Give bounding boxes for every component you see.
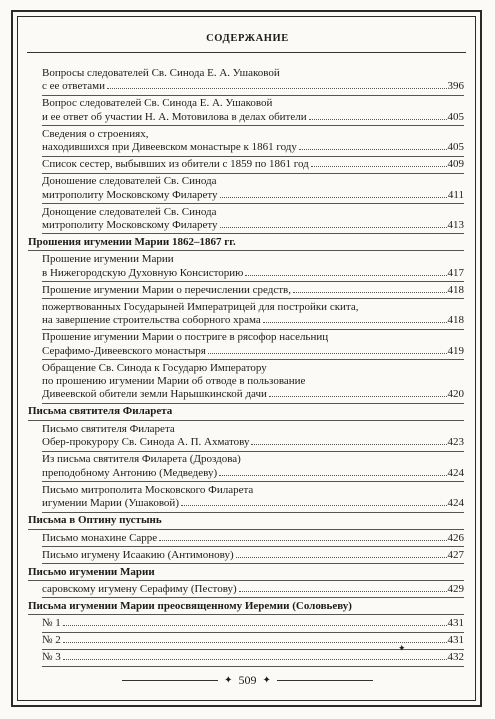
toc-entry-line: № 3 — [42, 651, 61, 664]
toc-entry-line: Дивеевской обители земли Нарышкинской дачи — [42, 388, 267, 401]
toc-entry-last-line — [42, 617, 464, 630]
toc-page-number: 411 — [447, 188, 464, 201]
toc-entry-last-line — [42, 284, 464, 297]
toc-page-number: 423 — [447, 436, 464, 449]
toc-entry[interactable] — [28, 617, 464, 630]
toc-entry-last-line — [42, 189, 464, 202]
table-of-contents — [28, 67, 464, 668]
toc-page-number: 409 — [447, 158, 464, 171]
ornament-mark: ✦ — [398, 643, 406, 653]
toc-entry-last-line — [42, 583, 464, 596]
toc-entry-line: № 1 — [42, 617, 61, 630]
toc-entry-line: Сведения о строениях, — [42, 127, 149, 140]
dot-leader — [293, 292, 447, 293]
toc-entry-line: Прошение игумении Марии о постриге в рясофор насельниц — [42, 331, 329, 344]
toc-page-number: 424 — [447, 466, 464, 479]
toc-page-number: 432 — [447, 651, 464, 664]
toc-entry-line: Обращение Св. Синода к Государю Императору — [42, 361, 267, 374]
toc-entry[interactable] — [28, 362, 464, 402]
toc-page-number: 427 — [447, 548, 464, 561]
toc-group-section3 — [28, 532, 464, 562]
toc-entry-line: в Нижегородскую Духовную Консисторию — [42, 266, 244, 279]
dot-leader — [299, 149, 447, 150]
toc-entry[interactable] — [28, 484, 464, 511]
page-number: 509 — [238, 672, 257, 687]
toc-entry[interactable] — [28, 301, 464, 328]
toc-entry-line: Вопросы следователей Св. Синода Е. А. Ушаковой — [42, 67, 280, 79]
toc-page-number: 426 — [447, 531, 464, 544]
dot-leader — [220, 227, 447, 228]
footer-rule-left — [122, 680, 218, 681]
toc-page-number: 431 — [447, 634, 464, 647]
toc-entry-line: саровскому игумену Серафиму (Пестову) — [42, 582, 237, 595]
section-title: Письма в Оптину пустынь — [28, 514, 464, 527]
toc-entry-line: Письмо игумену Исаакию (Антимонову) — [42, 548, 234, 561]
toc-entry-line: Список сестер, выбывших из обители с 1859 по 1861 год — [42, 158, 309, 171]
toc-entry[interactable] — [28, 532, 464, 545]
toc-entry-line: Письмо святителя Филарета — [42, 422, 175, 435]
toc-entry-last-line — [42, 532, 464, 545]
toc-entry-line: Прошение игумении Марии — [42, 253, 174, 266]
dot-leader — [311, 166, 447, 167]
toc-entry-last-line — [42, 80, 464, 93]
toc-entry-line: игумении Марии (Ушаковой) — [42, 497, 179, 510]
toc-entry[interactable] — [28, 331, 464, 358]
toc-page-number: 420 — [447, 388, 464, 401]
toc-entry[interactable] — [28, 158, 464, 171]
dot-leader — [208, 353, 447, 354]
dot-leader — [309, 119, 447, 120]
footer-rule-right — [277, 680, 373, 681]
toc-entry-last-line — [42, 314, 464, 327]
toc-entry[interactable] — [28, 97, 464, 124]
toc-entry[interactable] — [28, 453, 464, 480]
toc-entry-last-line — [42, 111, 464, 124]
dot-leader — [251, 444, 446, 445]
toc-entry-line: митрополиту Московскому Филарету — [42, 188, 218, 201]
section-title: Письма святителя Филарета — [28, 405, 464, 418]
toc-entry-last-line — [42, 267, 464, 280]
toc-group-section2 — [28, 423, 464, 511]
toc-group-section5 — [28, 617, 464, 664]
toc-entry-line: по прошению игумении Марии об отводе в пользование — [42, 375, 306, 388]
toc-entry[interactable] — [28, 549, 464, 562]
header-rule — [27, 52, 466, 53]
dot-leader — [63, 659, 447, 660]
toc-entry-line: Письмо монахине Сарре — [42, 531, 158, 544]
toc-entry-last-line — [42, 467, 464, 480]
dot-leader — [263, 322, 447, 323]
toc-entry-line: Обер-прокурору Св. Синода А. П. Ахматову — [42, 436, 250, 449]
toc-entry-line: № 2 — [42, 634, 61, 647]
toc-page-number: 429 — [447, 582, 464, 595]
toc-page-number: 424 — [447, 497, 464, 510]
toc-entry-line: Серафимо-Дивеевского монастыря — [42, 344, 206, 357]
toc-entry-last-line — [42, 388, 464, 401]
toc-entry-line: на завершение строительства соборного храма — [42, 314, 261, 327]
toc-page-number: 418 — [447, 314, 464, 327]
section-title: Письмо игумении Марии — [28, 566, 464, 579]
dot-leader — [63, 625, 447, 626]
toc-page-number: 417 — [447, 266, 464, 279]
page-footer — [0, 672, 495, 688]
toc-page-number: 419 — [447, 344, 464, 357]
toc-entry-line: Донощение следователей Св. Синода — [42, 205, 217, 218]
toc-entry-line: Письмо митрополита Московского Филарета — [42, 483, 254, 496]
footer-ornament-right: ✦ — [262, 674, 271, 686]
section-title: Прошения игумении Марии 1862–1867 гг. — [28, 236, 464, 249]
page-header: СОДЕРЖАНИЕ — [206, 33, 289, 44]
toc-entry-last-line — [42, 549, 464, 562]
dot-leader — [269, 396, 447, 397]
dot-leader — [219, 475, 446, 476]
toc-entry-line: пожертвованных Государыней Императрицей для постройки скита, — [42, 300, 359, 313]
toc-entry[interactable] — [28, 284, 464, 297]
dot-leader — [107, 88, 447, 89]
toc-entry-line: и ее ответ об участии Н. А. Мотовилова в делах обители — [42, 110, 307, 123]
toc-group-top — [28, 67, 464, 232]
dot-leader — [236, 557, 447, 558]
toc-entry[interactable] — [28, 253, 464, 280]
toc-entry-line: преподобному Антонию (Медведеву) — [42, 466, 218, 479]
dot-leader — [220, 197, 447, 198]
toc-page-number: 431 — [447, 617, 464, 630]
toc-entry-last-line — [42, 436, 464, 449]
toc-entry-last-line — [42, 497, 464, 510]
toc-page-number: 405 — [447, 141, 464, 154]
dot-leader — [239, 591, 447, 592]
dot-leader — [63, 642, 447, 643]
toc-entry-last-line — [42, 141, 464, 154]
toc-entry-line: находившихся при Дивеевском монастыре к 1861 году — [42, 141, 297, 154]
toc-entry[interactable] — [28, 206, 464, 233]
toc-entry-line: митрополиту Московскому Филарету — [42, 219, 218, 232]
toc-entry-line: Вопрос следователей Св. Синода Е. А. Ушаковой — [42, 97, 273, 110]
dot-leader — [181, 505, 447, 506]
toc-group-section4 — [28, 583, 464, 596]
toc-page-number: 396 — [447, 80, 464, 93]
toc-page-number: 418 — [447, 283, 464, 296]
section-title: Письма игумении Марии преосвященному Иеремии (Соловьеву) — [28, 600, 464, 613]
toc-entry-line: Из письма святителя Филарета (Дроздова) — [42, 453, 241, 466]
toc-entry-last-line — [42, 345, 464, 358]
toc-entry[interactable] — [28, 128, 464, 155]
toc-entry[interactable] — [28, 67, 464, 94]
toc-entry-last-line — [42, 158, 464, 171]
toc-entry[interactable] — [28, 175, 464, 202]
toc-entry-last-line — [42, 219, 464, 232]
toc-entry[interactable] — [28, 423, 464, 450]
dot-leader — [159, 540, 446, 541]
toc-entry-line: Прошение игумении Марии о перечислении средств, — [42, 283, 291, 296]
toc-page-number: 405 — [447, 110, 464, 123]
toc-entry-line: с ее ответами — [42, 80, 105, 93]
toc-page-number: 413 — [447, 219, 464, 232]
toc-entry-line: Доношение следователей Св. Синода — [42, 175, 217, 188]
dot-leader — [245, 275, 446, 276]
toc-group-section1 — [28, 253, 464, 401]
footer-ornament-left: ✦ — [224, 674, 233, 686]
toc-entry[interactable] — [28, 583, 464, 596]
